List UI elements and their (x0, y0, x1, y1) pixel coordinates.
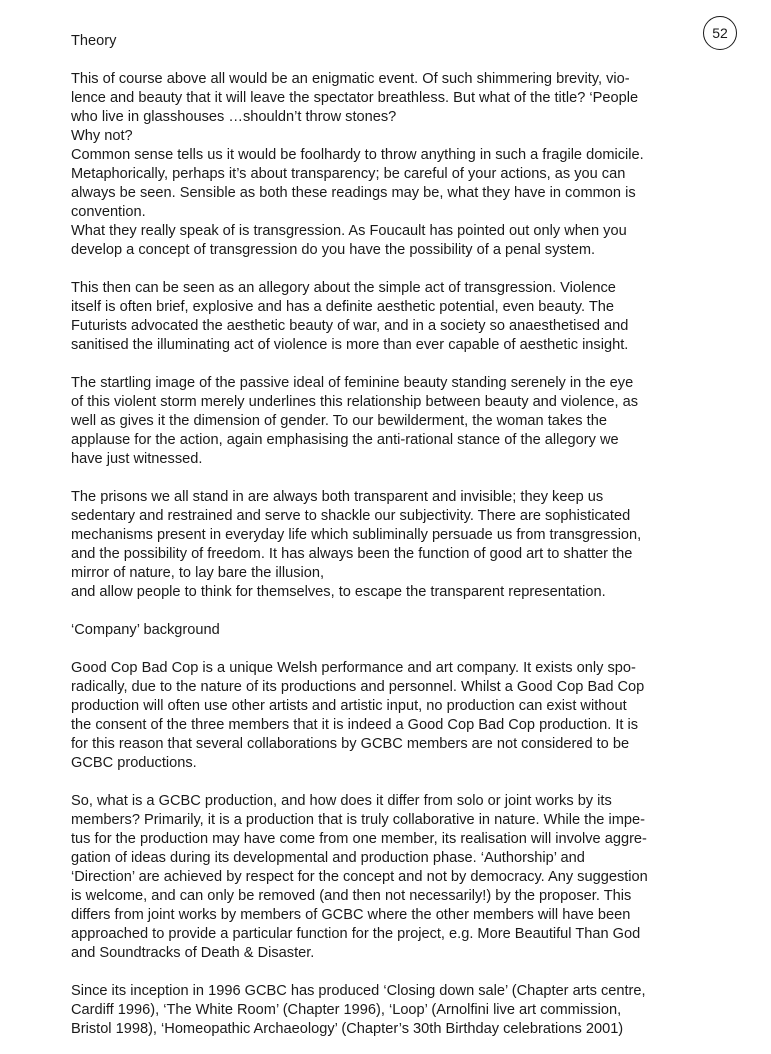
text-line: So, what is a GCBC production, and how does it differ from solo or joint works by its (71, 793, 612, 809)
text-line: The prisons we all stand in are always both transparent and invisible; they keep us (71, 489, 604, 505)
text-line: Since its inception in 1996 GCBC has produced ‘Closing down sale’ (Chapter arts centre, (71, 983, 646, 999)
text-line: well as gives it the dimension of gender. To our bewilderment, the woman takes the (71, 413, 607, 429)
text-line: differs from joint works by members of GCBC where the other members will have been (71, 907, 631, 923)
text-line: for this reason that several collaborations by GCBC members are not considered to be (71, 736, 630, 752)
text-line: and allow people to think for themselves, to escape the transparent representation. (71, 584, 606, 600)
text-line: mirror of nature, to lay bare the illusion, (71, 565, 325, 581)
text-line: production will often use other artists and artistic input, no production can exist without (71, 698, 627, 714)
text-line: is welcome, and can only be removed (and then not necessarily!) by the proposer. This (71, 888, 632, 904)
company-paragraph-2 (71, 792, 711, 963)
text-line: ‘Direction’ are achieved by respect for the concept and not by democracy. Any suggestion (71, 869, 648, 885)
text-line: Common sense tells us it would be foolhardy to throw anything in such a fragile domicile. (71, 147, 644, 163)
page-number: 52 (712, 25, 728, 41)
text-line: members? Primarily, it is a production that is truly collaborative in nature. While the impe- (71, 812, 645, 828)
text-line: and Soundtracks of Death & Disaster. (71, 945, 315, 961)
text-line: Metaphorically, perhaps it’s about transparency; be careful of your actions, as you can (71, 166, 626, 182)
text-line: mechanisms present in everyday life which subliminally persuade us from transgression, (71, 527, 642, 543)
text-line: This then can be seen as an allegory about the simple act of transgression. Violence (71, 280, 616, 296)
section-heading-company-background: ‘Company’ background (71, 622, 220, 638)
text-line: What they really speak of is transgression. As Foucault has pointed out only when you (71, 223, 627, 239)
text-line: radically, due to the nature of its productions and personnel. Whilst a Good Cop Bad Cop (71, 679, 645, 695)
document-body (71, 32, 711, 1039)
text-line: sanitised the illuminating act of violence is more than ever capable of aesthetic insight. (71, 337, 629, 353)
text-line: approached to provide a particular function for the project, e.g. More Beautiful Than God (71, 926, 641, 942)
text-line: The startling image of the passive ideal of feminine beauty standing serenely in the eye (71, 375, 634, 391)
text-line: itself is often brief, explosive and has a definite aesthetic potential, even beauty. The (71, 299, 615, 315)
text-line: develop a concept of transgression do you have the possibility of a penal system. (71, 242, 596, 258)
text-line: Bristol 1998), ‘Homeopathic Archaeology’ (Chapter’s 30th Birthday celebrations 2001) (71, 1021, 624, 1037)
text-line: Cardiff 1996), ‘The White Room’ (Chapter 1996), ‘Loop’ (Arnolfini live art commission, (71, 1002, 622, 1018)
theory-paragraph-1 (71, 70, 711, 260)
text-line: Futurists advocated the aesthetic beauty of war, and in a society so anaesthetised and (71, 318, 629, 334)
text-line: of this violent storm merely underlines this relationship between beauty and violence, as (71, 394, 639, 410)
section-heading-theory: Theory (71, 33, 117, 49)
text-line: GCBC productions. (71, 755, 197, 771)
text-line: and the possibility of freedom. It has always been the function of good art to shatter the (71, 546, 633, 562)
theory-paragraph-2 (71, 279, 711, 355)
text-line: always be seen. Sensible as both these readings may be, what they have in common is (71, 185, 636, 201)
text-line: Why not? (71, 128, 133, 144)
company-paragraph-1 (71, 659, 711, 773)
text-line: who live in glasshouses …shouldn’t throw stones? (71, 109, 397, 125)
text-line: applause for the action, again emphasising the anti-rational stance of the allegory we (71, 432, 619, 448)
text-line: Good Cop Bad Cop is a unique Welsh performance and art company. It exists only spo- (71, 660, 636, 676)
theory-paragraph-4 (71, 488, 711, 602)
theory-paragraph-3 (71, 374, 711, 469)
company-paragraph-3 (71, 982, 711, 1039)
text-line: have just witnessed. (71, 451, 203, 467)
text-line: gation of ideas during its developmental and production phase. ‘Authorship’ and (71, 850, 585, 866)
text-line: the consent of the three members that it is indeed a Good Cop Bad Cop production. It is (71, 717, 639, 733)
text-line: lence and beauty that it will leave the spectator breathless. But what of the title? ‘People (71, 90, 639, 106)
text-line: tus for the production may have come from one member, its realisation will involve aggre- (71, 831, 647, 847)
text-line: convention. (71, 204, 146, 220)
text-line: sedentary and restrained and serve to shackle our subjectivity. There are sophisticated (71, 508, 631, 524)
text-line: This of course above all would be an enigmatic event. Of such shimmering brevity, vio- (71, 71, 630, 87)
